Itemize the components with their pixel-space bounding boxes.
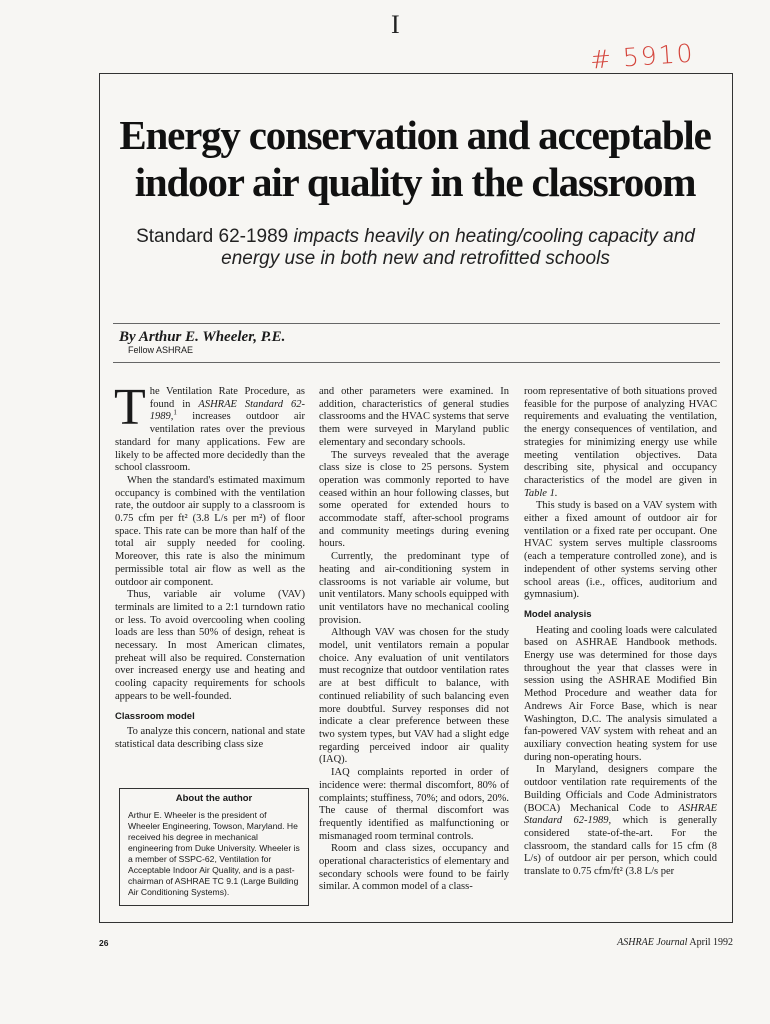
title-line-2: indoor air quality in the classroom — [134, 159, 696, 205]
standard-citation: ASHRAE Standard 62-1989, — [149, 398, 305, 423]
heading-classroom-model: Classroom model — [115, 710, 195, 722]
author-affiliation: Fellow ASHRAE — [128, 345, 194, 355]
table-reference: Table 1. — [524, 487, 558, 499]
col2-paragraph-3: Currently, the predominant type of heating and air-conditioning system in classrooms is not variable air volume, but unit ventilators. Many schools equipped with unit ventilators have no mechanical cooling provision. — [319, 551, 509, 626]
journal-name: ASHRAE Journal — [617, 937, 688, 948]
drop-cap: T — [114, 379, 146, 436]
column-3 — [524, 386, 717, 879]
col2-paragraph-5: IAQ complaints reported in order of incidence were: thermal discomfort, 80% of complaints; stuffiness, 70%; and odors, 20%. The cause of thermal discomfort was frequently identified as malfunctioning or mismanaged room terminal controls. — [319, 767, 509, 842]
col1-paragraph-1: The Ventilation Rate Procedure, as found in ASHRAE Standard 62-1989,$^1$ increases outdoor air ventilation rates over the previous standard for many applications. Few are likely to be affected more decidedly than the school classroom. — [114, 379, 305, 474]
issue-date: April 1992 — [687, 937, 733, 948]
heading-model-analysis: Model analysis — [524, 608, 592, 620]
col1-paragraph-2: When the standard's estimated maximum occupancy is combined with the ventilation rate, the outdoor air supply to a classroom is 0.75 cfm per ft² (3.8 L/s per m²) of floor space. This rate can be more than half of the total air supply needed for cooling. Moreover, this rate is also the minimum permissible total air flow as well as the outdoor air component. — [115, 474, 305, 588]
col2-paragraph-4: Although VAV was chosen for the study model, unit ventilators remain a popular choice. Any evaluation of unit ventilators must recognize that outdoor ventilation rates are at best difficult to balance, with continued reliability of such balancing even more doubtful. Survey responses did not indicate a clear preference between these two system types, but VAV had a slight edge regarding perceived indoor air quality (IAQ). — [319, 627, 509, 766]
standard-citation-2: ASHRAE Standard 62-1989, — [524, 802, 717, 827]
footnote-ref: 1 — [173, 408, 177, 417]
column-1 — [114, 379, 305, 752]
col1-paragraph-3: Thus, variable air volume (VAV) terminals are limited to a 2:1 turndown ratio or less. To avoid overcooling when cooling loads are less than 50% of design, reheat is necessary. In most American climates, preheat will also be required. Consternation over increased energy use and heating and cooling capacity requirements for schools appears to be well-founded. — [115, 589, 305, 702]
title-line-1: Energy conservation and acceptable — [119, 112, 711, 158]
col3-paragraph-4: In Maryland, designers compare the outdoor ventilation rate requirements of the Building Officials and Code Administrators (BOCA) Mechanical Code to ASHRAE Standard 62-1989, which is generally considered state-of-the-art. For the classroom, the standard calls for 15 cfm (8 L/s) of outdoor air per person, which could translate to 0.75 cfm/ft² (3.8 L/s per — [524, 764, 717, 878]
col1-paragraph-4: To analyze this concern, national and state statistical data describing class size — [115, 726, 305, 750]
rule-bottom — [113, 362, 720, 363]
col2-paragraph-1: and other parameters were examined. In addition, characteristics of general studies classrooms and the HVAC systems that serve them were surveyed in Maryland public elementary and secondary schools. — [319, 386, 509, 448]
article-subtitle — [118, 226, 713, 270]
subtitle-standard: Standard 62-1989 — [136, 226, 294, 247]
bio-heading: About the author — [175, 793, 253, 804]
bio-text: Arthur E. Wheeler is the president of Wheeler Engineering, Towson, Maryland. He received his degree in mechanical engineering from Duke University. Wheeler is a member of SSPC-62, Ventilation for Acceptable Indoor Air Quality, and is a past-chairman of ASHRAE TC 9.1 (Large Building Air Conditioning Systems). — [128, 810, 300, 897]
col3-paragraph-3: Heating and cooling loads were calculated based on ASHRAE Handbook methods. Energy use was determined for those days throughout the year that classes were in session using the ASHRAE Modified Bin Method Procedure and weather data for Andrews Air Force Base, which is near Washington, D.C. The analysis simulated a fan-powered VAV system with reheat and an auxiliary convection heating system for use during non-operating hours. — [524, 624, 717, 763]
col2-paragraph-2: The surveys revealed that the average class size is close to 25 persons. System operation was commonly reported to have ceased within an hour following classes, but some operated for extended hours to accommodate staff, after-school programs and community meetings during evening hours. — [319, 449, 509, 550]
col2-paragraph-6: Room and class sizes, occupancy and operational characteristics of elementary and secondary schools were found to be fairly similar. A common model of a class- — [319, 843, 509, 893]
article-title — [105, 112, 725, 206]
byline: By Arthur E. Wheeler, P.E. — [119, 329, 286, 345]
page-number: 26 — [99, 938, 109, 948]
rule-top — [113, 323, 720, 324]
top-mark: I — [391, 10, 400, 39]
footer-journal — [617, 937, 733, 948]
subtitle-italic: impacts heavily on heating/cooling capacity and energy use in both new and retrofitted schools — [221, 226, 695, 269]
col3-paragraph-2: This study is based on a VAV system with either a fixed amount of outdoor air for ventilation or a fixed rate per occupant. One HVAC system serves multiple classrooms (each a temperature controlled zone), and is independent of other systems serving other school areas (i.e., offices, auditorium and gymnasium). — [524, 500, 717, 601]
author-bio-box — [119, 788, 309, 906]
column-2 — [319, 386, 509, 894]
col3-paragraph-1: room representative of both situations proved feasible for the purpose of analyzing HVAC requirements and evaluating the ventilation, the energy consequences of ventilation, and strategies for minimizing energy use while meeting ventilation objectives. Data describing site, physical and occupancy characteristics of the model are given in Table 1. — [524, 386, 717, 499]
handwritten-note: # 5910 — [589, 38, 696, 75]
